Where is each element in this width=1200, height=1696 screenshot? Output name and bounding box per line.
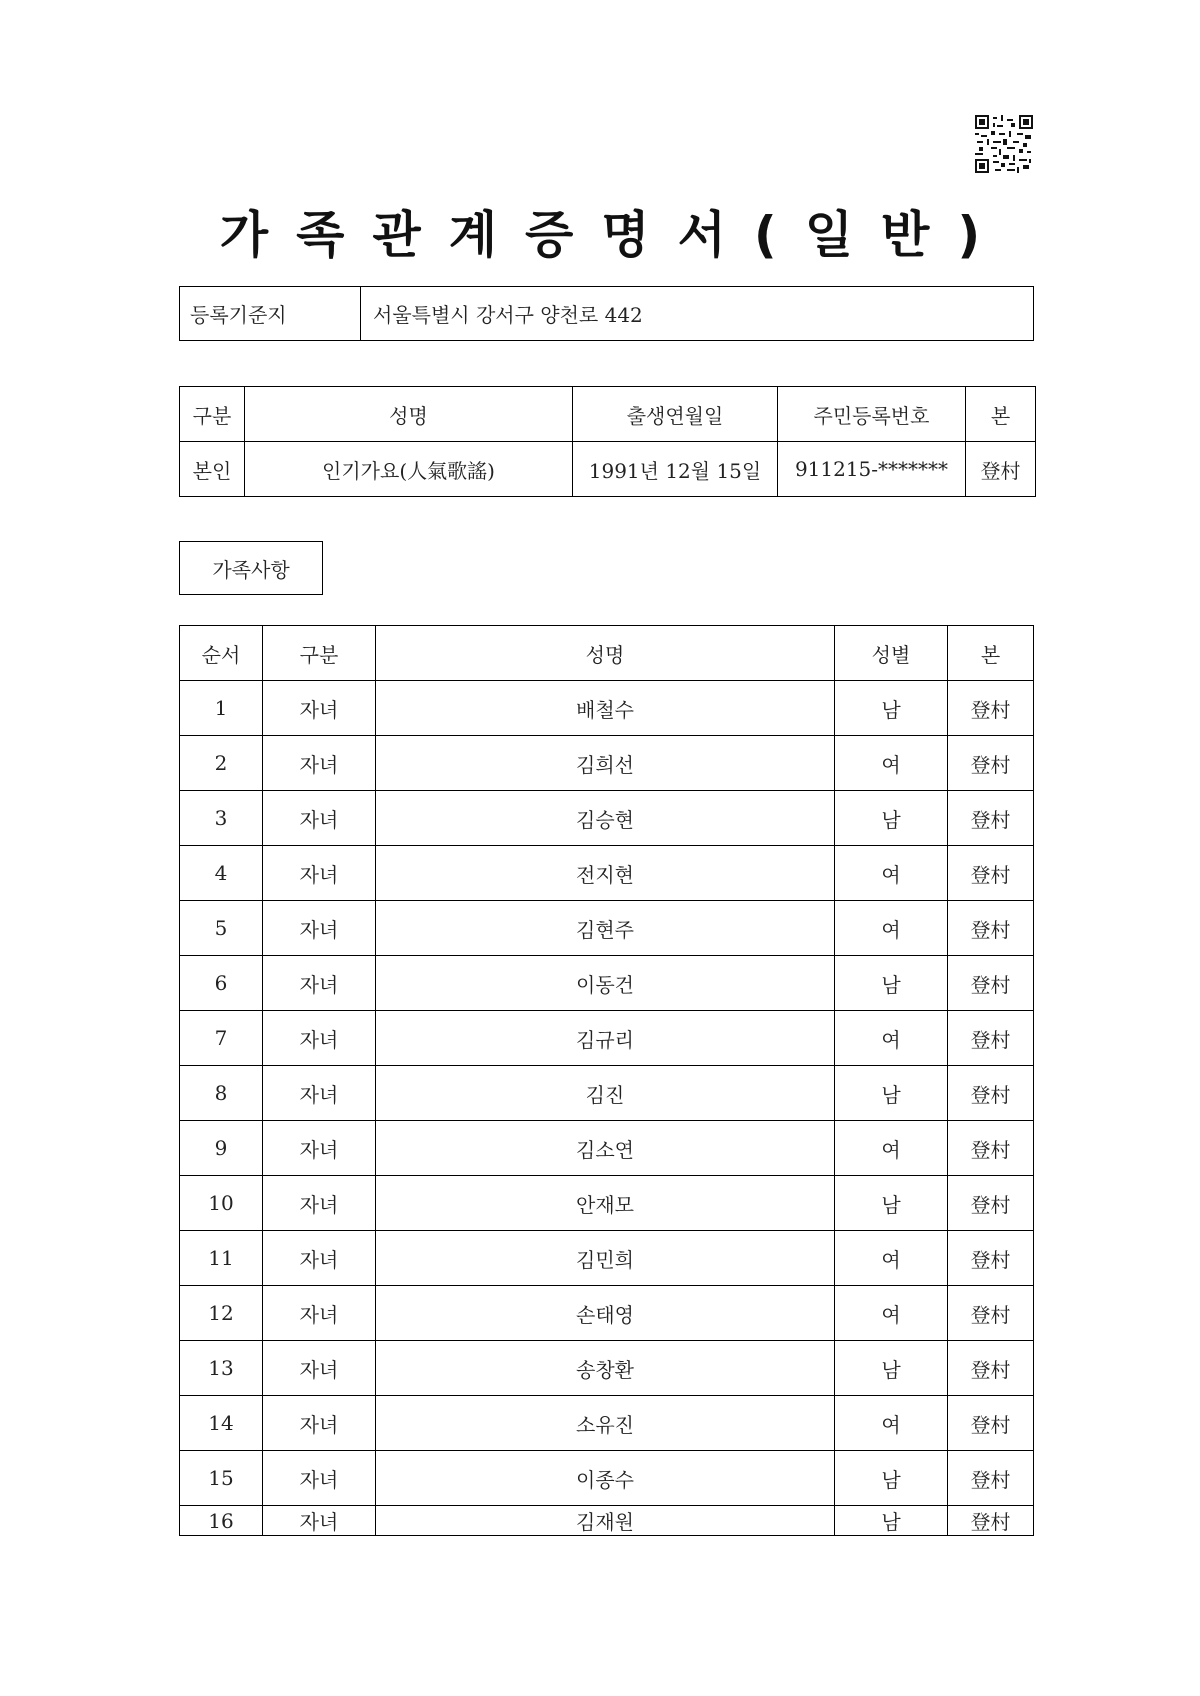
family-name: 김규리: [376, 1011, 835, 1066]
family-no: 15: [180, 1451, 263, 1506]
qr-code-icon: [975, 115, 1033, 173]
family-category: 자녀: [263, 1506, 376, 1536]
table-row: [180, 901, 1034, 956]
family-gender: 남: [835, 1176, 948, 1231]
family-category: 자녀: [263, 1341, 376, 1396]
family-origin: 登村: [948, 846, 1034, 901]
table-row: [180, 1176, 1034, 1231]
family-category: 자녀: [263, 736, 376, 791]
family-gender: 남: [835, 791, 948, 846]
family-name: 소유진: [376, 1396, 835, 1451]
family-gender: 여: [835, 1011, 948, 1066]
family-category: 자녀: [263, 1451, 376, 1506]
family-category: 자녀: [263, 1121, 376, 1176]
family-no: 8: [180, 1066, 263, 1121]
family-name: 손태영: [376, 1286, 835, 1341]
table-row: [180, 956, 1034, 1011]
family-category: 자녀: [263, 846, 376, 901]
family-header-name: 성명: [376, 626, 835, 681]
family-origin: 登村: [948, 791, 1034, 846]
family-no: 1: [180, 681, 263, 736]
family-gender: 남: [835, 1341, 948, 1396]
family-category: 자녀: [263, 1011, 376, 1066]
family-no: 10: [180, 1176, 263, 1231]
table-row: [180, 1066, 1034, 1121]
family-name: 김진: [376, 1066, 835, 1121]
self-name: 인기가요(人氣歌謠): [245, 442, 573, 497]
table-row: [180, 736, 1034, 791]
family-origin: 登村: [948, 736, 1034, 791]
family-name: 김현주: [376, 901, 835, 956]
family-gender: 남: [835, 1451, 948, 1506]
family-origin: 登村: [948, 1011, 1034, 1066]
family-origin: 登村: [948, 1451, 1034, 1506]
self-table: [179, 386, 1036, 497]
page-title: 가족관계증명서(일반): [219, 206, 1009, 264]
table-row: [180, 1286, 1034, 1341]
table-row: [180, 1506, 1034, 1536]
family-gender: 여: [835, 736, 948, 791]
family-no: 2: [180, 736, 263, 791]
family-name: 김희선: [376, 736, 835, 791]
family-name: 전지현: [376, 846, 835, 901]
table-row: [180, 681, 1034, 736]
table-row: [180, 846, 1034, 901]
family-no: 11: [180, 1231, 263, 1286]
family-table: [179, 625, 1034, 1536]
family-no: 4: [180, 846, 263, 901]
self-row: [180, 442, 1036, 497]
family-category: 자녀: [263, 1066, 376, 1121]
family-name: 이종수: [376, 1451, 835, 1506]
self-header-birth: 출생연월일: [573, 387, 778, 442]
family-origin: 登村: [948, 1506, 1034, 1536]
family-no: 5: [180, 901, 263, 956]
registration-value: 서울특별시 강서구 양천로 442: [361, 287, 1034, 341]
family-gender: 남: [835, 681, 948, 736]
self-birth: 1991년 12월 15일: [573, 442, 778, 497]
self-origin: 登村: [966, 442, 1036, 497]
table-row: [180, 1396, 1034, 1451]
family-origin: 登村: [948, 1396, 1034, 1451]
family-name: 이동건: [376, 956, 835, 1011]
family-category: 자녀: [263, 956, 376, 1011]
family-name: 김재원: [376, 1506, 835, 1536]
family-origin: 登村: [948, 956, 1034, 1011]
family-gender: 여: [835, 1286, 948, 1341]
family-category: 자녀: [263, 1396, 376, 1451]
self-rrn: 911215-*******: [778, 442, 966, 497]
family-gender: 여: [835, 901, 948, 956]
family-origin: 登村: [948, 1066, 1034, 1121]
family-name: 송창환: [376, 1341, 835, 1396]
family-no: 14: [180, 1396, 263, 1451]
family-origin: 登村: [948, 1176, 1034, 1231]
family-origin: 登村: [948, 1341, 1034, 1396]
family-origin: 登村: [948, 1231, 1034, 1286]
self-header-category: 구분: [180, 387, 245, 442]
table-row: [180, 1341, 1034, 1396]
table-row: [180, 1231, 1034, 1286]
registration-label: 등록기준지: [180, 287, 361, 341]
family-name: 김승현: [376, 791, 835, 846]
family-gender: 여: [835, 1396, 948, 1451]
family-no: 7: [180, 1011, 263, 1066]
family-category: 자녀: [263, 1286, 376, 1341]
table-row: [180, 1121, 1034, 1176]
family-section-label: 가족사항: [179, 541, 323, 595]
family-gender: 남: [835, 956, 948, 1011]
family-header-no: 순서: [180, 626, 263, 681]
family-name: 김민희: [376, 1231, 835, 1286]
family-name: 배철수: [376, 681, 835, 736]
table-row: [180, 1451, 1034, 1506]
family-origin: 登村: [948, 1286, 1034, 1341]
family-origin: 登村: [948, 1121, 1034, 1176]
family-origin: 登村: [948, 901, 1034, 956]
family-category: 자녀: [263, 1231, 376, 1286]
family-category: 자녀: [263, 681, 376, 736]
family-name: 김소연: [376, 1121, 835, 1176]
family-gender: 여: [835, 1231, 948, 1286]
family-category: 자녀: [263, 1176, 376, 1231]
self-header-rrn: 주민등록번호: [778, 387, 966, 442]
family-table-body: [180, 681, 1034, 1536]
family-category: 자녀: [263, 901, 376, 956]
family-no: 16: [180, 1506, 263, 1536]
family-no: 9: [180, 1121, 263, 1176]
table-row: [180, 1011, 1034, 1066]
family-gender: 여: [835, 1121, 948, 1176]
family-origin: 登村: [948, 681, 1034, 736]
family-gender: 남: [835, 1066, 948, 1121]
family-no: 6: [180, 956, 263, 1011]
family-no: 3: [180, 791, 263, 846]
family-gender: 남: [835, 1506, 948, 1536]
self-category: 본인: [180, 442, 245, 497]
family-gender: 여: [835, 846, 948, 901]
family-no: 12: [180, 1286, 263, 1341]
family-no: 13: [180, 1341, 263, 1396]
table-row: [180, 791, 1034, 846]
family-category: 자녀: [263, 791, 376, 846]
family-header-origin: 본: [948, 626, 1034, 681]
self-header-name: 성명: [245, 387, 573, 442]
family-name: 안재모: [376, 1176, 835, 1231]
registration-table: [179, 286, 1034, 341]
self-header-origin: 본: [966, 387, 1036, 442]
family-header-category: 구분: [263, 626, 376, 681]
family-header-gender: 성별: [835, 626, 948, 681]
